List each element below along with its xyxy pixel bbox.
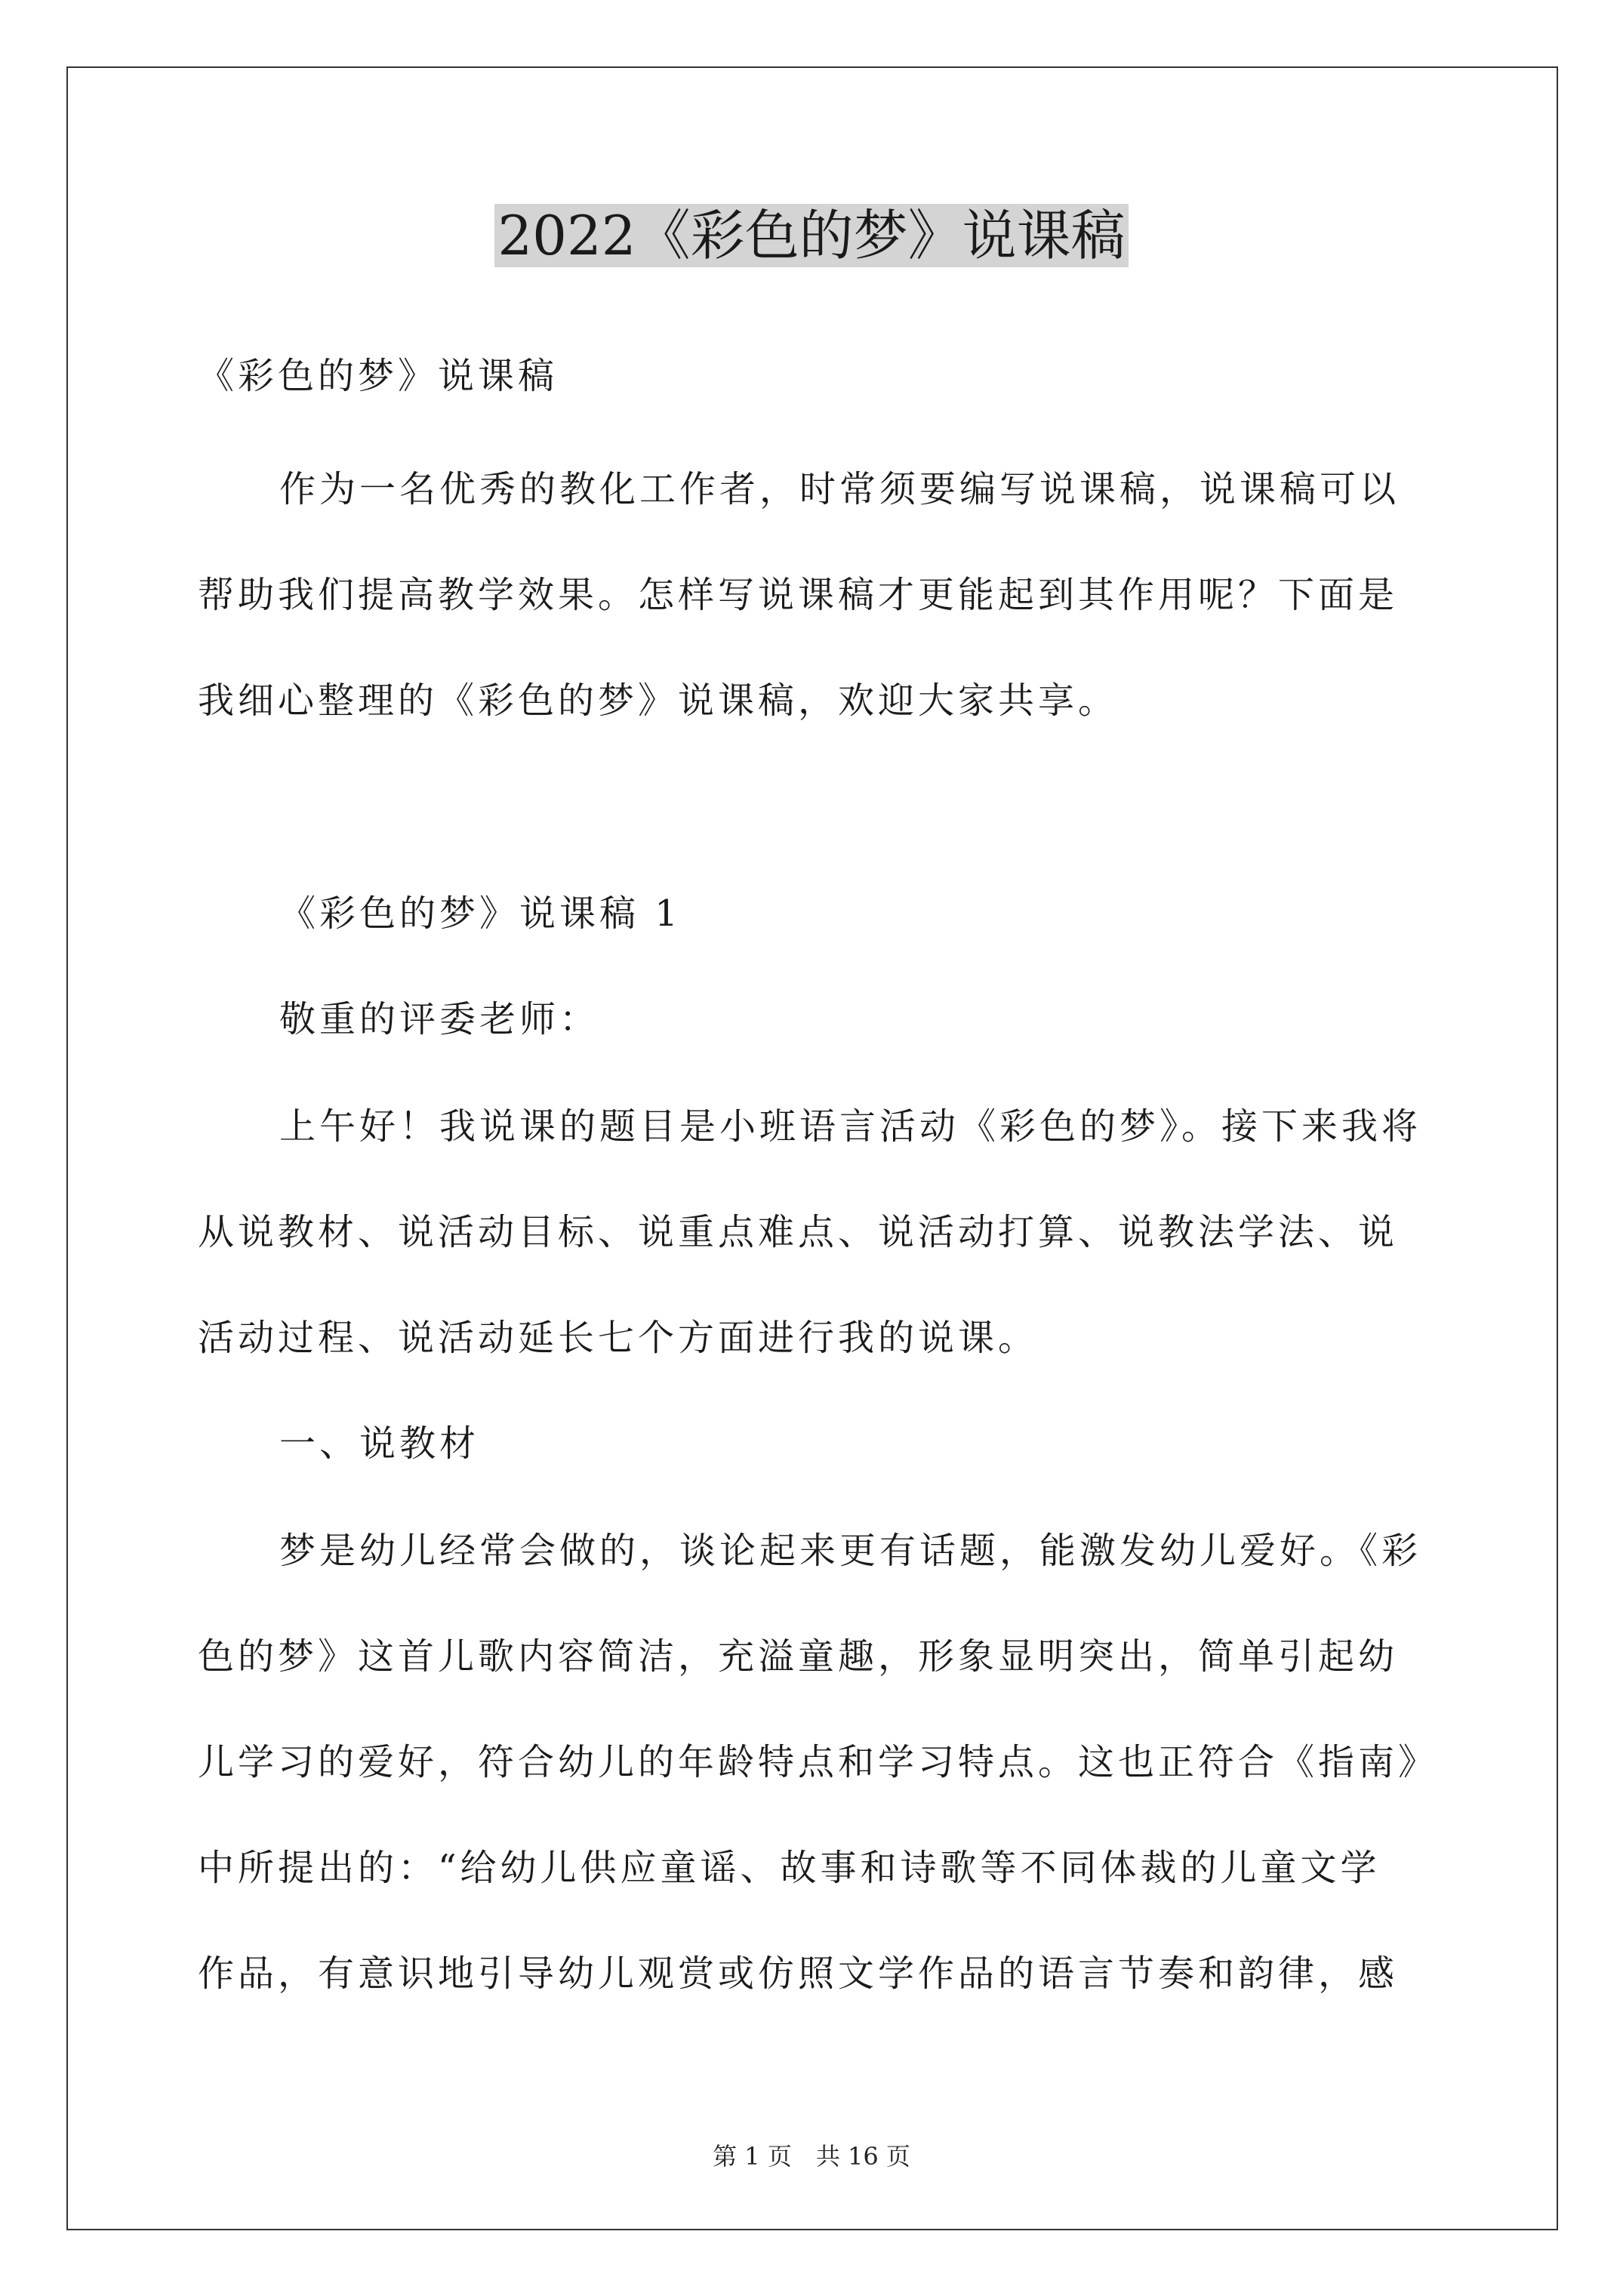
paragraph-line: 色的梦》这首儿歌内容简洁，充溢童趣，形象显明突出，简单引起幼 [198, 1635, 1399, 1678]
paragraph-line: 上午好！我说课的题目是小班语言活动《彩色的梦》。接下来我将 [279, 1105, 1422, 1148]
paragraph-line: 从说教材、说活动目标、说重点难点、说活动打算、说教法学法、说 [198, 1211, 1399, 1253]
paragraph-line: 活动过程、说活动延长七个方面进行我的说课。 [198, 1317, 1039, 1359]
paragraph-line: 作为一名优秀的教化工作者，时常须要编写说课稿，说课稿可以 [279, 468, 1400, 510]
section-heading: 一、说教材 [279, 1422, 480, 1465]
document-title-text: 2022《彩色的梦》说课稿 [494, 204, 1128, 267]
subtitle-line: 《彩色的梦》说课稿 [198, 355, 559, 397]
paragraph-line: 梦是幼儿经常会做的，谈论起来更有话题，能激发幼儿爱好。《彩 [279, 1530, 1422, 1572]
paragraph-line: 作品，有意识地引导幼儿观赏或仿照文学作品的语言节奏和韵律，感 [198, 1952, 1399, 1995]
paragraph-line: 儿学习的爱好，符合幼儿的年龄特点和学习特点。这也正符合《指南》 [198, 1741, 1439, 1783]
section-heading: 《彩色的梦》说课稿 1 [279, 892, 682, 935]
paragraph-line: 敬重的评委老师： [279, 998, 600, 1040]
paragraph-line: 帮助我们提高教学效果。怎样写说课稿才更能起到其作用呢？下面是 [198, 574, 1399, 616]
page-number: 第 1 页 共 16 页 [713, 2142, 910, 2171]
paragraph-line: 我细心整理的《彩色的梦》说课稿，欢迎大家共享。 [198, 680, 1119, 722]
document-title [0, 198, 1623, 273]
paragraph-line: 中所提出的：“给幼儿供应童谣、故事和诗歌等不同体裁的儿童文学 [198, 1847, 1381, 1889]
